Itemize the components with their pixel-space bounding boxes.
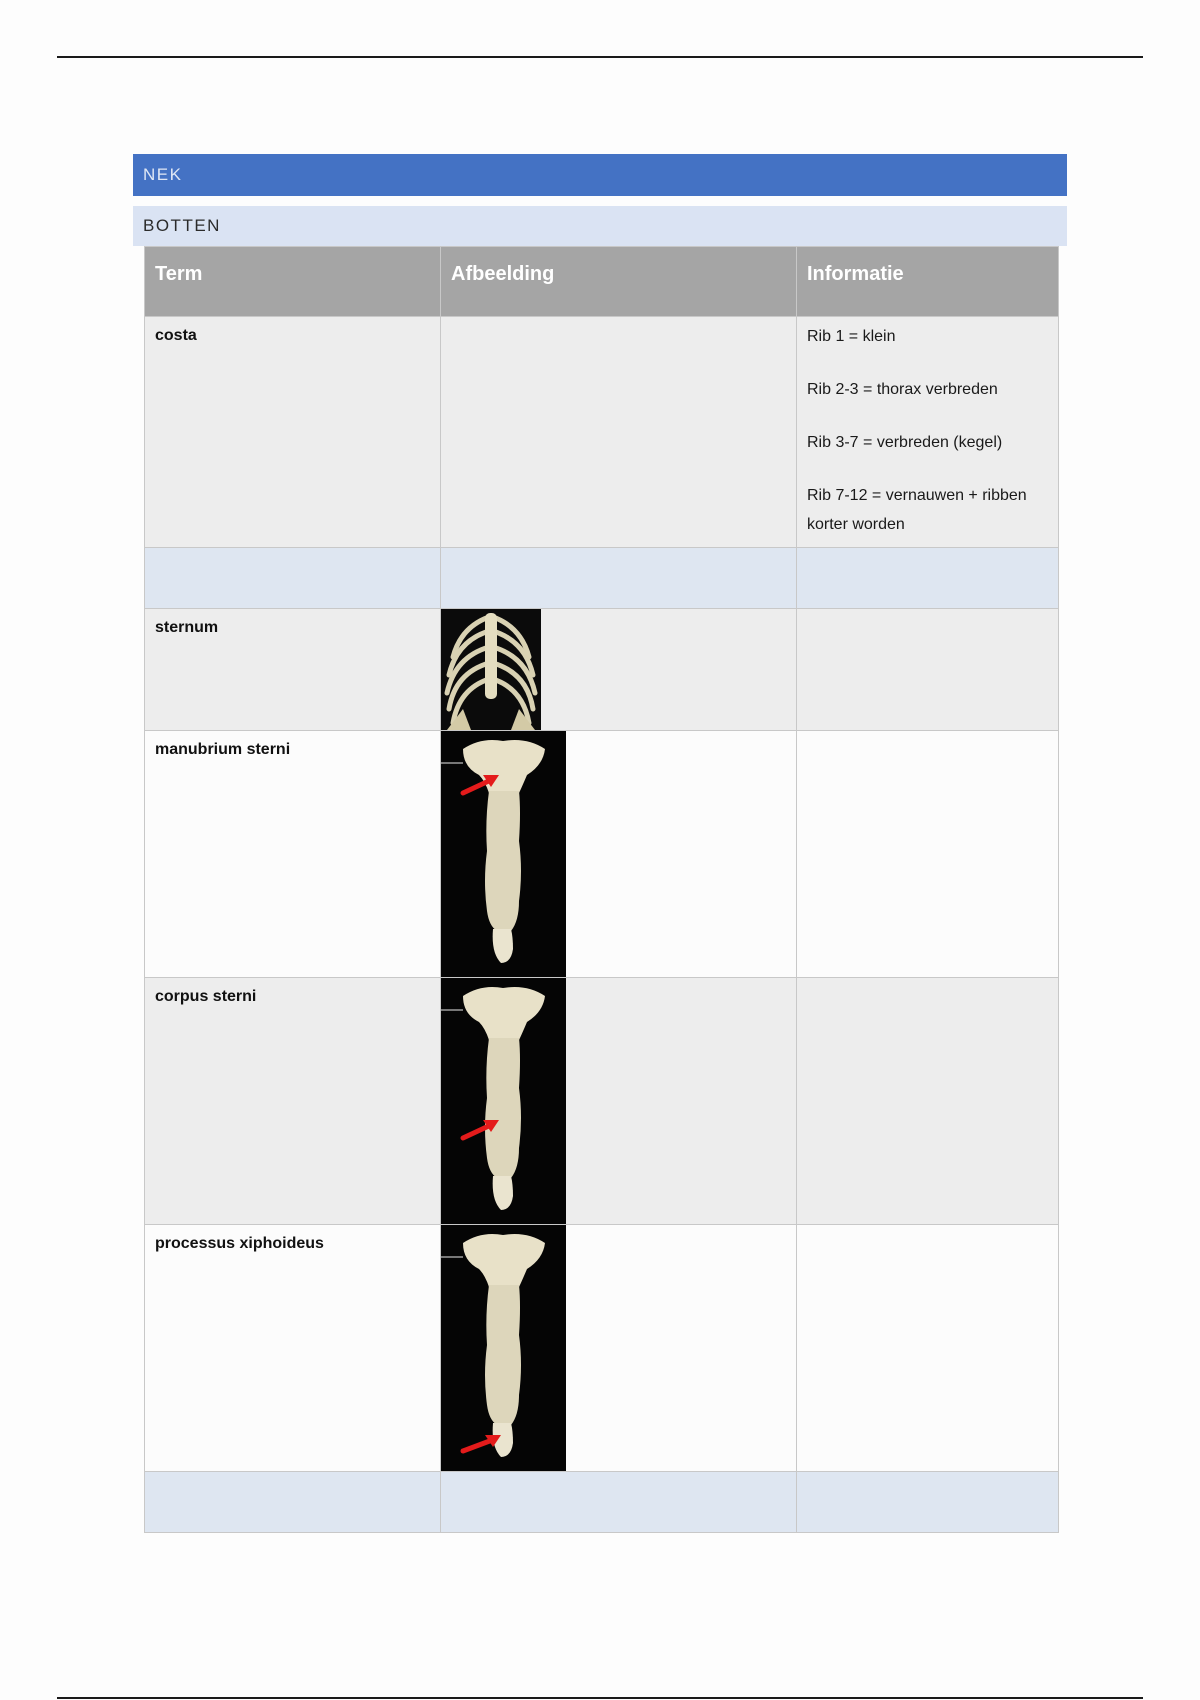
info-cell bbox=[797, 1472, 1059, 1533]
term-cell: processus xiphoideus bbox=[145, 1225, 441, 1472]
footer-rule bbox=[57, 1697, 1143, 1699]
table-row bbox=[145, 609, 1059, 731]
info-cell bbox=[797, 609, 1059, 731]
header-term: Term bbox=[145, 247, 441, 317]
image-cell bbox=[441, 978, 797, 1225]
table-row bbox=[145, 317, 1059, 548]
image-cell bbox=[441, 609, 797, 731]
image-cell bbox=[441, 1472, 797, 1533]
sternum-icon bbox=[441, 1225, 566, 1471]
section-title: NEK bbox=[143, 165, 183, 184]
header-image: Afbeelding bbox=[441, 247, 797, 317]
rib-cage-icon bbox=[441, 609, 541, 730]
info-cell bbox=[797, 978, 1059, 1225]
image-cell bbox=[441, 548, 797, 609]
info-line: Rib 3-7 = verbreden (kegel) bbox=[807, 434, 1003, 451]
term-cell bbox=[145, 548, 441, 609]
section-subtitle-bar bbox=[133, 206, 1067, 246]
table-row bbox=[145, 1472, 1059, 1533]
table-row bbox=[145, 1225, 1059, 1472]
term-cell: costa bbox=[145, 317, 441, 548]
info-cell bbox=[797, 1225, 1059, 1472]
image-cell bbox=[441, 1225, 797, 1472]
info-cell bbox=[797, 731, 1059, 978]
section-subtitle: BOTTEN bbox=[143, 216, 221, 235]
info-line: Rib 2-3 = thorax verbreden bbox=[807, 381, 998, 398]
header-info: Informatie bbox=[797, 247, 1059, 317]
info-line: Rib 1 = klein bbox=[807, 328, 896, 345]
terms-table bbox=[144, 246, 1059, 1533]
term-cell: manubrium sterni bbox=[145, 731, 441, 978]
image-cell bbox=[441, 317, 797, 548]
info-line: Rib 7-12 = vernauwen + ribben korter worden bbox=[807, 487, 1027, 533]
table-row bbox=[145, 548, 1059, 609]
table-row bbox=[145, 731, 1059, 978]
term-cell: sternum bbox=[145, 609, 441, 731]
table-header-row bbox=[145, 247, 1059, 317]
section-title-bar bbox=[133, 154, 1067, 196]
sternum-icon bbox=[441, 978, 566, 1224]
info-cell bbox=[797, 548, 1059, 609]
image-cell bbox=[441, 731, 797, 978]
sternum-icon bbox=[441, 731, 566, 977]
header-rule bbox=[57, 56, 1143, 58]
info-cell bbox=[797, 317, 1059, 548]
table-row bbox=[145, 978, 1059, 1225]
term-cell bbox=[145, 1472, 441, 1533]
term-cell: corpus sterni bbox=[145, 978, 441, 1225]
